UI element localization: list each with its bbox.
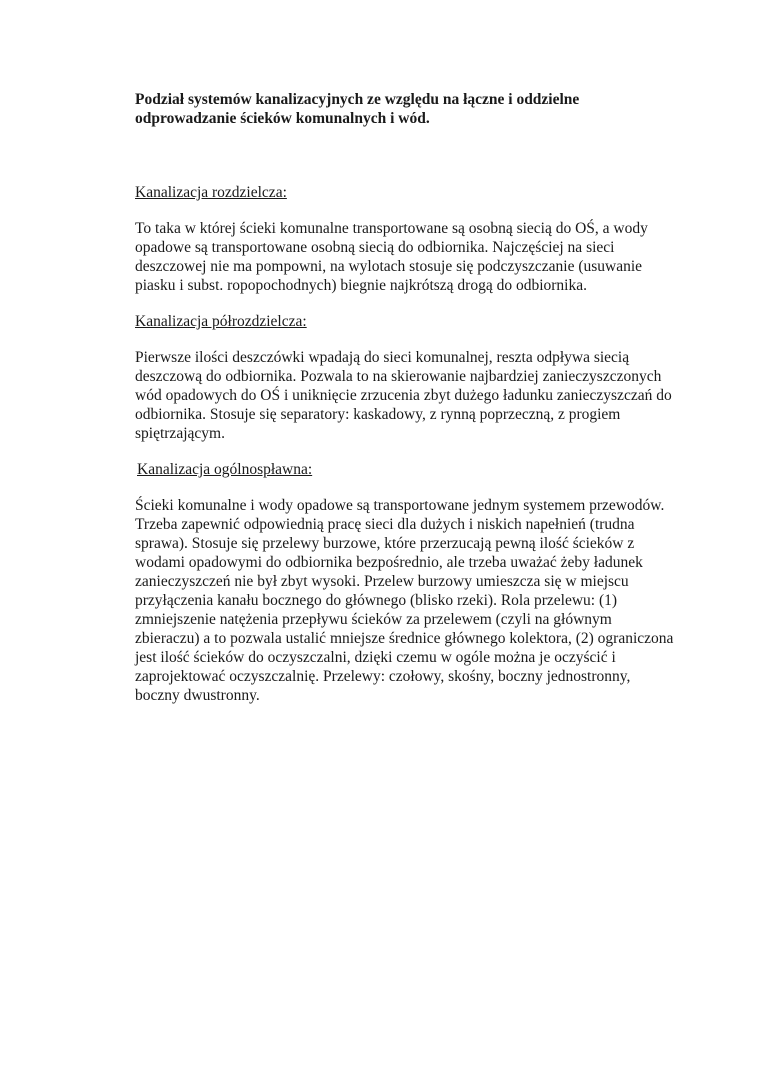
section-heading-ogolnosplawna: Kanalizacja ogólnospławna:: [137, 461, 313, 478]
section-heading-rozdzielcza: Kanalizacja rozdzielcza:: [135, 184, 287, 201]
section-body-polrozdzielcza: Pierwsze ilości deszczówki wpadają do sieci komunalnej, reszta odpływa siecią deszczową do odbiornika. Pozwala to na skierowanie najbardziej zanieczyszczonych wód opadowych do OŚ i uniknięcie zrzucenia zbyt dużego ładunku zanieczyszczań do odbiornika. Stosuje się separatory: kaskadowy, z rynną poprzeczną, z progiem spiętrzającym.: [135, 349, 672, 442]
section-body-rozdzielcza: To taka w której ścieki komunalne transportowane są osobną siecią do OŚ, a wody opadowe są transportowane osobną siecią do odbiornika. Najczęściej na sieci deszczowej nie ma pompowni, na wylotach stosuje się podczyszczanie (usuwanie piasku i subst. ropopochodnych) biegnie najkrótszą drogą do odbiornika.: [135, 220, 648, 294]
section-heading-polrozdzielcza: Kanalizacja półrozdzielcza:: [135, 313, 307, 330]
document-page: [135, 90, 675, 705]
section-body-ogolnosplawna: Ścieki komunalne i wody opadowe są transportowane jednym systemem przewodów. Trzeba zapewnić odpowiednią pracę sieci dla dużych i niskich napełnień (trudna sprawa). Stosuje się przelewy burzowe, które przerzucają pewną ilość ścieków z wodami opadowymi do odbiornika bezpośrednio, ale trzeba uważać żeby ładunek zanieczyszczeń nie był zbyt wysoki. Przelew burzowy umieszcza się w miejscu przyłączenia kanału bocznego do głównego (blisko rzeki). Rola przelewu: (1) zmniejszenie natężenia przepływu ścieków za przelewem (czyli na głównym zbieraczu) a to pozwala ustalić mniejsze średnice głównego kolektora, (2) ograniczona jest ilość ścieków do oczyszczalni, dzięki czemu w ogóle można je oczyścić i zaprojektować oczyszczalnię. Przelewy: czołowy, skośny, boczny jednostronny, boczny dwustronny.: [135, 497, 674, 704]
document-title: Podział systemów kanalizacyjnych ze względu na łączne i oddzielne odprowadzanie ścieków komunalnych i wód.: [135, 91, 580, 127]
